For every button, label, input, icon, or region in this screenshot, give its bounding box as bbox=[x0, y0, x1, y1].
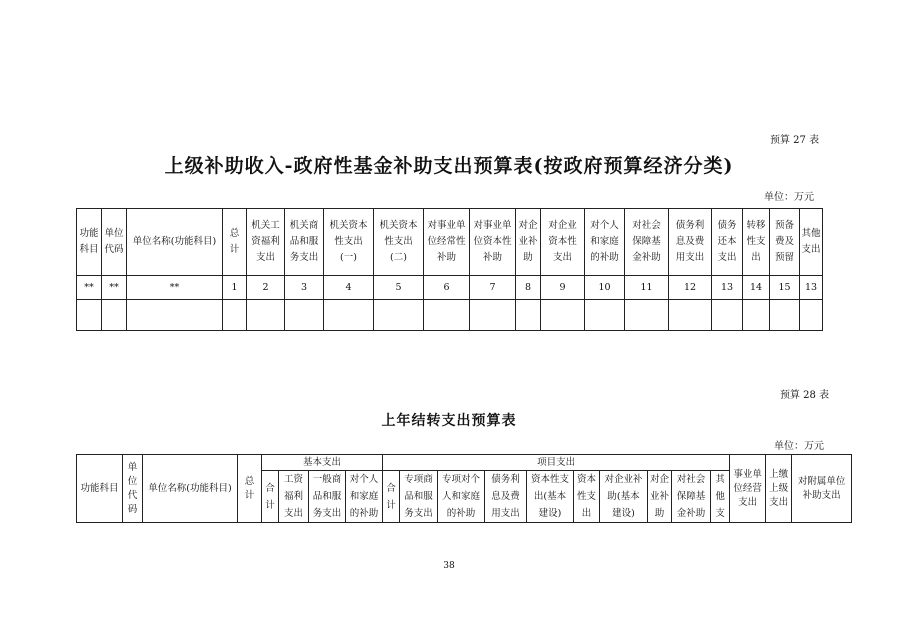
project-subheader: 债务利 息及费 用支出 bbox=[485, 471, 527, 523]
column-number-cell: 2 bbox=[247, 276, 285, 300]
table-label-28: 预算 28 表 bbox=[780, 390, 830, 401]
project-subheader: 对企 业补 助 bbox=[648, 471, 672, 523]
basic-subheader: 一般商 品和服 务支出 bbox=[309, 471, 346, 523]
table-label-27: 预算 27 表 bbox=[770, 135, 820, 146]
data-cell bbox=[585, 300, 625, 331]
header-cell: 机关工 资福利 支出 bbox=[247, 209, 285, 276]
data-cell bbox=[324, 300, 374, 331]
column-number-cell: 13 bbox=[800, 276, 823, 300]
data-cell bbox=[285, 300, 324, 331]
header-cell: 总 计 bbox=[223, 209, 247, 276]
data-cell bbox=[374, 300, 424, 331]
data-cell bbox=[516, 300, 541, 331]
table-title-27: 上级补助收入-政府性基金补助支出预算表(按政府预算经济分类) bbox=[164, 155, 734, 177]
data-cell bbox=[424, 300, 470, 331]
data-cell bbox=[541, 300, 585, 331]
data-cell bbox=[743, 300, 770, 331]
project-subheader: 资本 性支 出 bbox=[574, 471, 600, 523]
header-cell: 债务利 息及费 用支出 bbox=[669, 209, 712, 276]
project-subheader: 其 他 支 bbox=[711, 471, 730, 523]
column-number-cell: 14 bbox=[743, 276, 770, 300]
column-number-cell: 5 bbox=[374, 276, 424, 300]
column-number-cell: 3 bbox=[285, 276, 324, 300]
column-number-cell: 6 bbox=[424, 276, 470, 300]
data-cell bbox=[247, 300, 285, 331]
header-cell: 对社会 保障基 金补助 bbox=[625, 209, 669, 276]
data-cell bbox=[77, 300, 102, 331]
header-shiye: 事业单 位经营 支出 bbox=[730, 455, 766, 523]
basic-subheader: 对个人 和家庭 的补助 bbox=[346, 471, 383, 523]
data-cell bbox=[625, 300, 669, 331]
column-number-cell: 7 bbox=[470, 276, 516, 300]
header-basic-group: 基本支出 bbox=[262, 455, 383, 471]
column-number-cell: 12 bbox=[669, 276, 712, 300]
data-cell bbox=[470, 300, 516, 331]
data-cell bbox=[223, 300, 247, 331]
column-number-cell: 1 bbox=[223, 276, 247, 300]
budget-table-28 bbox=[76, 454, 852, 523]
project-subheader: 对社会 保障基 金补助 bbox=[672, 471, 711, 523]
project-subheader: 专项对个 人和家庭 的补助 bbox=[438, 471, 485, 523]
project-subheader: 合 计 bbox=[383, 471, 400, 523]
header-code: 单 位 代 码 bbox=[123, 455, 143, 523]
table-title-28: 上年结转支出预算表 bbox=[381, 413, 517, 429]
header-cell: 对事业单 位经常性 补助 bbox=[424, 209, 470, 276]
column-number-cell: 4 bbox=[324, 276, 374, 300]
header-cell: 预备 费及 预留 bbox=[770, 209, 800, 276]
data-cell bbox=[127, 300, 223, 331]
header-cell: 对个人 和家庭 的补助 bbox=[585, 209, 625, 276]
header-fushu: 对附属单位 补助支出 bbox=[792, 455, 852, 523]
unit-label-28: 单位：万元 bbox=[774, 441, 824, 452]
data-cell bbox=[712, 300, 743, 331]
header-cell: 对事业单 位资本性 补助 bbox=[470, 209, 516, 276]
header-shangjiao: 上缴 上级 支出 bbox=[766, 455, 792, 523]
data-cell bbox=[669, 300, 712, 331]
data-cell bbox=[800, 300, 823, 331]
page-number: 38 bbox=[443, 561, 455, 571]
column-number-cell: 11 bbox=[625, 276, 669, 300]
header-name: 单位名称(功能科目) bbox=[143, 455, 238, 523]
column-number-cell: ** bbox=[102, 276, 127, 300]
header-cell: 单位名称(功能科目) bbox=[127, 209, 223, 276]
unit-label-27: 单位：万元 bbox=[764, 192, 814, 203]
header-cell: 机关商 品和服 务支出 bbox=[285, 209, 324, 276]
basic-subheader: 合 计 bbox=[262, 471, 279, 523]
data-cell bbox=[102, 300, 127, 331]
header-cell: 机关资本 性支出 (一) bbox=[324, 209, 374, 276]
header-cell: 其他 支出 bbox=[800, 209, 823, 276]
column-number-cell: 15 bbox=[770, 276, 800, 300]
header-cell: 机关资本 性支出 (二) bbox=[374, 209, 424, 276]
column-number-cell: 9 bbox=[541, 276, 585, 300]
column-number-cell: 13 bbox=[712, 276, 743, 300]
project-subheader: 对企业补 助(基本 建设) bbox=[600, 471, 648, 523]
budget-table-27 bbox=[76, 208, 823, 331]
header-total: 总 计 bbox=[238, 455, 262, 523]
basic-subheader: 工资 福利 支出 bbox=[279, 471, 309, 523]
column-number-cell: 10 bbox=[585, 276, 625, 300]
header-cell: 对企 业补 助 bbox=[516, 209, 541, 276]
header-func: 功能科目 bbox=[77, 455, 123, 523]
header-cell: 功能 科目 bbox=[77, 209, 102, 276]
header-cell: 债务 还本 支出 bbox=[712, 209, 743, 276]
header-cell: 转移 性支 出 bbox=[743, 209, 770, 276]
header-project-group: 项目支出 bbox=[383, 455, 730, 471]
data-cell bbox=[770, 300, 800, 331]
column-number-cell: 8 bbox=[516, 276, 541, 300]
header-cell: 对企业 资本性 支出 bbox=[541, 209, 585, 276]
column-number-cell: ** bbox=[127, 276, 223, 300]
project-subheader: 专项商 品和服 务支出 bbox=[400, 471, 438, 523]
header-cell: 单位 代码 bbox=[102, 209, 127, 276]
project-subheader: 资本性支 出(基本 建设) bbox=[527, 471, 574, 523]
column-number-cell: ** bbox=[77, 276, 102, 300]
